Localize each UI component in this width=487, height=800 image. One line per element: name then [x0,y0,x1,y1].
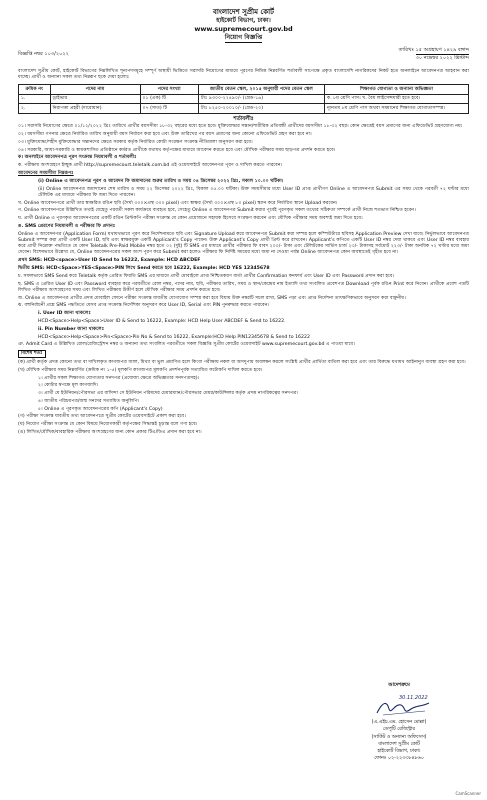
sms-title: ঙ. SMS প্রেরণের নিয়মাবলী ও পরীক্ষার ফি প্রদানঃ [18,223,116,229]
division-name: হাইকোর্ট বিভাগ, ঢাকা। [216,17,271,25]
special-item: (ক) প্রার্থী কর্তৃক প্রদত্ত কোনো তথ্য বা দাখিলকৃত কাগজপত্র জাল, মিথ্যা বা ভুল প্রমাণিত হলে কিংবা পরীক্ষায় নকল বা অসদুপায় অবলম্বন করলে সংশ্লিষ্ট প্রার্থীর প্রার্থিতা বাতিল করা হবে এবং তার বিরুদ্ধে যথাযথ আইনানুগ ব্যবস্থা গ্রহণ করা হবে। [18,359,466,365]
closing-text: আদেশক্রমে [388,683,410,688]
table-cell: নিরাপত্তা প্রহরী (দারোয়ান) [50,104,140,114]
special-item: (ঙ) লিখিত/মৌখিক/ব্যবহারিক পরীক্ষায় অংশগ্রহণের জন্য কোন প্রকার টিএ/ডিএ প্রদান করা হবে না। [18,430,202,436]
conditions-title: শর্তাবলীঃ [233,116,254,123]
condition-item: ০২। বয়সসীমা গণনার ক্ষেত্রে নির্ধারিত তারিখ অনুযায়ী বয়স নির্ধারণ করা হবে এবং উক্ত তারিখের পর বয়স প্রমাণের জন্য কোনো এফিডেভিট গ্রহণ করা হবে না। [18,131,312,137]
table-cell: টাঃ ৮২৫০-২০০১০/- (গ্রেড-২০) [199,104,325,114]
table-cell: ক. ৮ম শ্রেণি পাস। খ. বৈধ লাইসেন্সধারী হতে হবে। [325,94,469,104]
signatory-name: (এ.এইচ.এম. হোসেন মোল্লা) [371,720,427,726]
table-cell: ড্রাইভার [50,94,140,104]
column-header: জাতীয় বেতন স্কেল, ২০১৫ অনুযায়ী পদের বেতন স্কেল [199,85,325,95]
sms-note: ছ. SMS এ প্রেরিত User ID এবং Password ব্যবহার করে পরবর্তীতে রোল নম্বর, পদের নাম, ছবি, পরীক্ষার তারিখ, সময় ও স্থান/কেন্দ্রের নাম ইত্যাদি তথ্য সংবলিত প্রবেশপত্র Download পূর্বক রঙিন Print করে নিবেন। প্রার্থীকে প্রবেশ পত্রটি লিখিত পরীক্ষায় অংশগ্রহণের সময় এবং লিখিত পরীক্ষায় উত্তীর্ণ হলে মৌখিক পরীক্ষার সময় প্রদর্শন করতে হবে। [18,281,469,293]
special-item: (ঘ) নিয়োগ পরীক্ষা সংক্রান্ত যে কোন বিষয়ে নিয়োগকারী কর্তৃপক্ষের সিদ্ধান্তই চূড়ান্ত বলে গণ্য হবে। [18,422,198,428]
special-item: ৫। Online এ পূরণকৃত আবেদনপত্রের কপি (Applicant's Copy) [38,406,163,412]
sms-first: প্রথম SMS: HCD<space>User ID Send to 16222, Example: HCD ABCDEF [18,258,201,264]
special-conditions-title: বিশেষ শর্তঃ [18,350,46,358]
notice-date [399,47,469,63]
special-item: ৩। প্রার্থী যে ইউনিয়ন/পৌরসভা এর বাসিন্দা সে ইউনিয়ন পরিষদের চেয়ারম্যান/পৌরসভার মেয়র/কাউন্সিলর কর্তৃক প্রদত্ত নাগরিকত্বের সনদপত্র। [38,391,299,397]
notice-number: বিজ্ঞপ্তি নম্বর ১০৩/২০২২ [18,50,69,57]
table-cell: ১. [19,94,51,104]
sms-second: দ্বিতীয় SMS: HCD<Space>YES<Space>PIN লিখে Send করতে হবে 16222, Example: HCD YES 12345678 [18,265,270,271]
table-header-row [19,85,469,95]
date-bengali: ১৫ অগ্রহায়ণ ১৪২৯ বঙ্গাব্দ [416,47,469,55]
special-item: ৪। জাতীয় পরিচয়পত্র/জন্ম সনদের সত্যায়িত অনুলিপি। [38,398,140,404]
lost-userid-title: i. User ID জানা থাকলেঃ [38,311,91,317]
column-header: শিক্ষাগত যোগ্যতা ও অন্যান্য অভিজ্ঞতা [325,85,469,95]
sms-note: চ. সফলভাবে SMS Send করে Teletalk কর্তৃক প্রেরিত ফিরতি SMS এর মাধ্যমে প্রার্থী মোবাইলে প্রাপ্ত নিশ্চিতকরণ বার্তা প্রার্থীর Confirmation কনফার্ম এবং User ID এবং Password প্রদান করা হবে। [18,273,395,279]
schedule-title: আবেদনের সময়সীমা নিম্নরূপঃ [18,170,74,176]
column-header: পদের সংখ্যা [140,85,199,95]
special-item: (গ) পরীক্ষা সংক্রান্ত যাবতীয় তথ্য আবেদনপত্রে সুপ্রীম কোর্টের ওয়েবসাইটে প্রকাশ করা হবে। [18,414,186,420]
table-cell: ০১ (এক) টি [140,94,199,104]
date-label: তারিখঃ [398,46,414,53]
website-url: www.supremecourt.gov.bd [194,25,293,34]
signatory-phone: ফোনঃ ০২-২২৩৩৮৪৮৬০ [374,756,424,762]
special-item: ১। প্রার্থীর সকল শিক্ষাগত যোগ্যতার সনদপত্র (প্রযোজ্য ক্ষেত্রে অভিজ্ঞতার সনদপত্রসহ)। [38,375,200,381]
signatory-court: বাংলাদেশ সুপ্রীম কোর্ট [378,741,420,747]
condition-item: ০৪। সরকারি, আধা-সরকারি ও স্বায়ত্তশাসিত প্রতিষ্ঠানে কর্মরত প্রার্থীকে যথাযথ কর্তৃপক্ষের মাধ্যমে আবেদন করতে হবে এবং মৌখিক পরীক্ষার সময় ছাড়পত্র প্রদর্শন করতে হবে। [18,147,336,153]
sms-body: Online এ আবেদনপত্র (Application Form) যথাযথভাবে পূরণ করে নির্দেশনামতে ছবি এবং Signature Upload করে আবেদনপত্র Submit করা সম্পন্ন হলে কম্পিউটারে ছবিসহ Application Preview দেখা যাবে। নির্ভুলভাবে আবেদনপত্র Submit সম্পন্ন করা প্রার্থী একটি User ID, ছবি এবং স্বাক্ষরযুক্ত একটি Applicant's Copy পাবেন। উক্ত Applicant's Copy প্রার্থী প্রিন্ট করে রাখবেন। Applicant's কপিতে একটি User ID নম্বর দেয়া থাকবে এবং User ID নম্বর ব্যবহার করে প্রার্থী নিম্নোক্ত পদ্ধতিতে যে কোন Teletalk Pre-Paid Mobile নম্বর হতে ০২ (দুই) টি SMS এর মাধ্যমে প্রার্থীর পরীক্ষার ফি বাবদ ২০০/- টাকা এবং টেলিটকের সার্ভিস চার্জ ২৩/- টাকাসহ সর্বমোট ২২৩/- টাকা অনধিক ৭২ ঘণ্টার মধ্যে জমা দেবেন। বিশেষভাবে উল্লেখ্য যে, Online আবেদনপত্রের সকল অংশ পূরণ করে Submit করা হলেও পরীক্ষার ফি নির্দিষ্ট সময়ের মধ্যে জমা না দেওয়া পর্যন্ত Online আবেদনপত্র কোন অবস্থাতেই গৃহীত হবে না। [18,231,469,256]
reference-row [18,47,469,69]
special-item: (খ) মৌখিক পরীক্ষার সময় নিম্নবর্ণিত (ক্রমিক নং ১-৫) মূলকপি কাগজপত্র মূলকপি প্রদর্শনপূর্বক সত্যায়িত ফটোকপি দাখিল করতে হবে। [18,367,263,373]
lost-pin-command: HCD<Space>Help<Space>Pin<Space>Pin No & Send to 16222, Example:HCD Help PIN12345678 & Send to 16222 [38,334,310,340]
court-name: বাংলাদেশ সুপ্রীম কোর্ট [212,8,274,16]
instruction-item: ঘ. প্রার্থী Online এ পূরণকৃত আবেদনপত্রের একটি রঙিন প্রিন্টকপি পরীক্ষা সংক্রান্ত যে কোন প্রয়োজনে সহায়ক হিসেবে সংরক্ষণ করবেন এবং মৌখিক পরীক্ষার সময় অবশ্যই জমা দিতে হবে। [18,216,363,222]
apply-section-title: ক। অনলাইনে আবেদনপত্র পূরণ সংক্রান্ত নিয়মাবলী ও শর্তাবলীঃ [18,155,137,161]
table-cell: ০৭ (সাত) টি [140,104,199,114]
lost-userid-command: HCD<Space>Help<Space>User ID & Send to 16222, Example: HCD Help User ABCDEF & Send to 16222. [38,318,286,324]
lost-pin-title: ii. Pin Number জানা থাকলেঃ [38,326,105,332]
admit-card-line: ঞ. Admit Card এ উল্লিখিত রোল/রেজিস্ট্রেশন নম্বর ও অন্যান্য তথ্য সংবলিত পরবর্তীতে সকল বিজ্ঞপ্তি সুপ্রীম কোর্টের ওয়েবসাইট www.supremecourt.gov.bd এ পাওয়া যাবে। [18,342,355,348]
table-cell: টাঃ ৯৩০০-২২৪৯০/- (গ্রেড-১৬) [199,94,325,104]
condition-item: ০৩। মুক্তিযোদ্ধা/শহীদ মুক্তিযোদ্ধার সন্তানদের ক্ষেত্রে সরকার কর্তৃক নির্ধারিত কোটা সংরক্ষণ সংক্রান্ত নীতিমালা অনুসরণ করা হবে। [18,139,253,145]
table-cell: ২. [19,104,51,114]
sms-note: ঝ. বহুনির্বাচনী প্রশ্নে SMS পদ্ধতিতে যেসব প্রাপ্ত সংক্রান্ত নির্দেশিকা অনুসরণ করে User ID, Serial এবং PIN পুনরুদ্ধার করতে পারবেন। [18,303,270,309]
sms-note: জ. Online এ আবেদনপত্র প্রার্থীর প্রদত্ত মোবাইল ফোনে পরীক্ষা সংক্রান্ত যাবতীয় যোগাযোগ সম্পন্ন করা হবে বিধায় উক্ত নম্বরটি সচল রাখা, SMS পড়া এবং প্রাপ্ত নির্দেশনা তাৎক্ষণিকভাবে অনুসরণ করা বাঞ্ছনীয়। [18,295,406,301]
special-item: ২। কোটার স্বপক্ষে মূল কাগজাদি। [38,383,99,389]
column-header: ক্রমিক নং [19,85,51,95]
intro-paragraph: বাংলাদেশ সুপ্রীম কোর্ট, হাইকোর্ট বিভাগের নিম্নলিখিত শূন্যপদসমূহে সম্পূর্ণ অস্থায়ী ভিত্তিতে সরাসরি নিয়োগের মাধ্যমে পূরণের নিমিত্ত নিম্নবর্ণিত শর্তাবলী সাপেক্ষে প্রকৃত বাংলাদেশি নাগরিকদের নিকট হতে অনলাইনে আবেদনপত্র আহবান করা যাচ্ছে। প্রার্থী ও অন্যান্য সকল তথ্য নিম্নরূপ ছকে দেয়া হলোঃ [18,68,469,81]
signatory-designation: ডেপুটি রেজিস্ট্রার [382,727,416,733]
notice-title: নিয়োগ বিজ্ঞপ্তি [225,34,263,43]
signature-area [339,689,459,719]
schedule-item: (i) Online এ আবেদনপত্র পূরণ ও আবেদন ফি জমাদানের শুরুর তারিখ ও সময় ০৪ ডিসেম্বর ২০২২ খ্রিঃ, সকাল ১০.০০ ঘটিকা। [38,178,284,184]
instruction-item: গ. Online আবেদনপত্রে উল্লিখিত তথ্যই যেহেতু পরবর্তী সকল কার্যক্রমে ব্যবহৃত হবে, সেহেতু Online এ আবেদনপত্র Submit করার পূর্বেই পূরণকৃত সকল তথ্যের সঠিকতা সম্পর্কে প্রার্থী নিজে শতভাগ নিশ্চিত হবেন। [18,208,416,214]
signed-date: 30.11.2022 [399,695,428,702]
table-cell: ন্যূনতম ৮ম শ্রেণি পাস অথবা সমমানের শিক্ষাগত যোগ্যতাসম্পন্ন। [325,104,469,114]
notice-header [18,8,469,43]
date-english: ৩০ নভেম্বর ২০২২ খ্রিস্টাব্দ [415,55,469,62]
column-header: পদের নাম [50,85,140,95]
table-row [19,104,469,114]
schedule-item: (ii) Online আবেদনপত্র জমাদানের শেষ তারিখ ও সময় ২২ ডিসেম্বর ২০২২ খ্রিঃ, বিকাল ০৫.০০ ঘটিকা। উক্ত সময়সীমার মধ্যে User ID প্রাপ্ত প্রার্থীগণ Online এ আবেদনপত্র Submit এর সময় থেকে পরবর্তী ৭২ ঘণ্টার মধ্যে টেলিটক এর মাধ্যমে পরীক্ষার ফি জমা দিতে পারবেন। [38,186,469,198]
instruction-item: খ. Online আবেদনপত্রে প্রার্থী তার স্বাক্ষরিত রঙিন ছবি (দৈর্ঘ্য ৩০০×প্রস্থ ৩০০ pixel) এবং স্বাক্ষর (দৈর্ঘ্য ৩০০×প্রস্থ ৮০ pixel) স্ক্যান করে নির্ধারিত স্থানে Upload করবেন। [18,200,338,206]
signature-block [339,682,459,762]
posts-table [18,84,469,114]
condition-item: ০১। সরাসরি নিয়োগের ক্ষেত্রে ০১/১২/২০২২ খ্রিঃ তারিখে প্রার্থীর বয়সসীমা ১৮-৩২ বছরের মধ্যে হতে হবে। মুক্তিযোদ্ধার সন্তান/শারীরিক প্রতিবন্ধী প্রার্থীদের বয়সসীমা ১৮-৩২ বছর। কোন ক্ষেত্রেই বয়স প্রমাণের জন্য এফিডেভিট গ্রহণযোগ্য নয়। [18,124,463,130]
signatory-division: হাইকোর্ট বিভাগ, ঢাকা। [377,748,421,754]
scanner-watermark: CamScanner [455,790,481,796]
signatory-office: (সার্কিট ও অন্যান্য অফিসেস) [371,734,427,740]
table-row [19,94,469,104]
apply-line: ক. পরীক্ষায় অংশগ্রহণে ইচ্ছুক প্রার্থী http://supremecourt.teletalk.com.bd এই ওয়েবসাইটে আবেদনপত্র পূরণ ও দাখিল করতে পারবেন। [18,163,283,169]
